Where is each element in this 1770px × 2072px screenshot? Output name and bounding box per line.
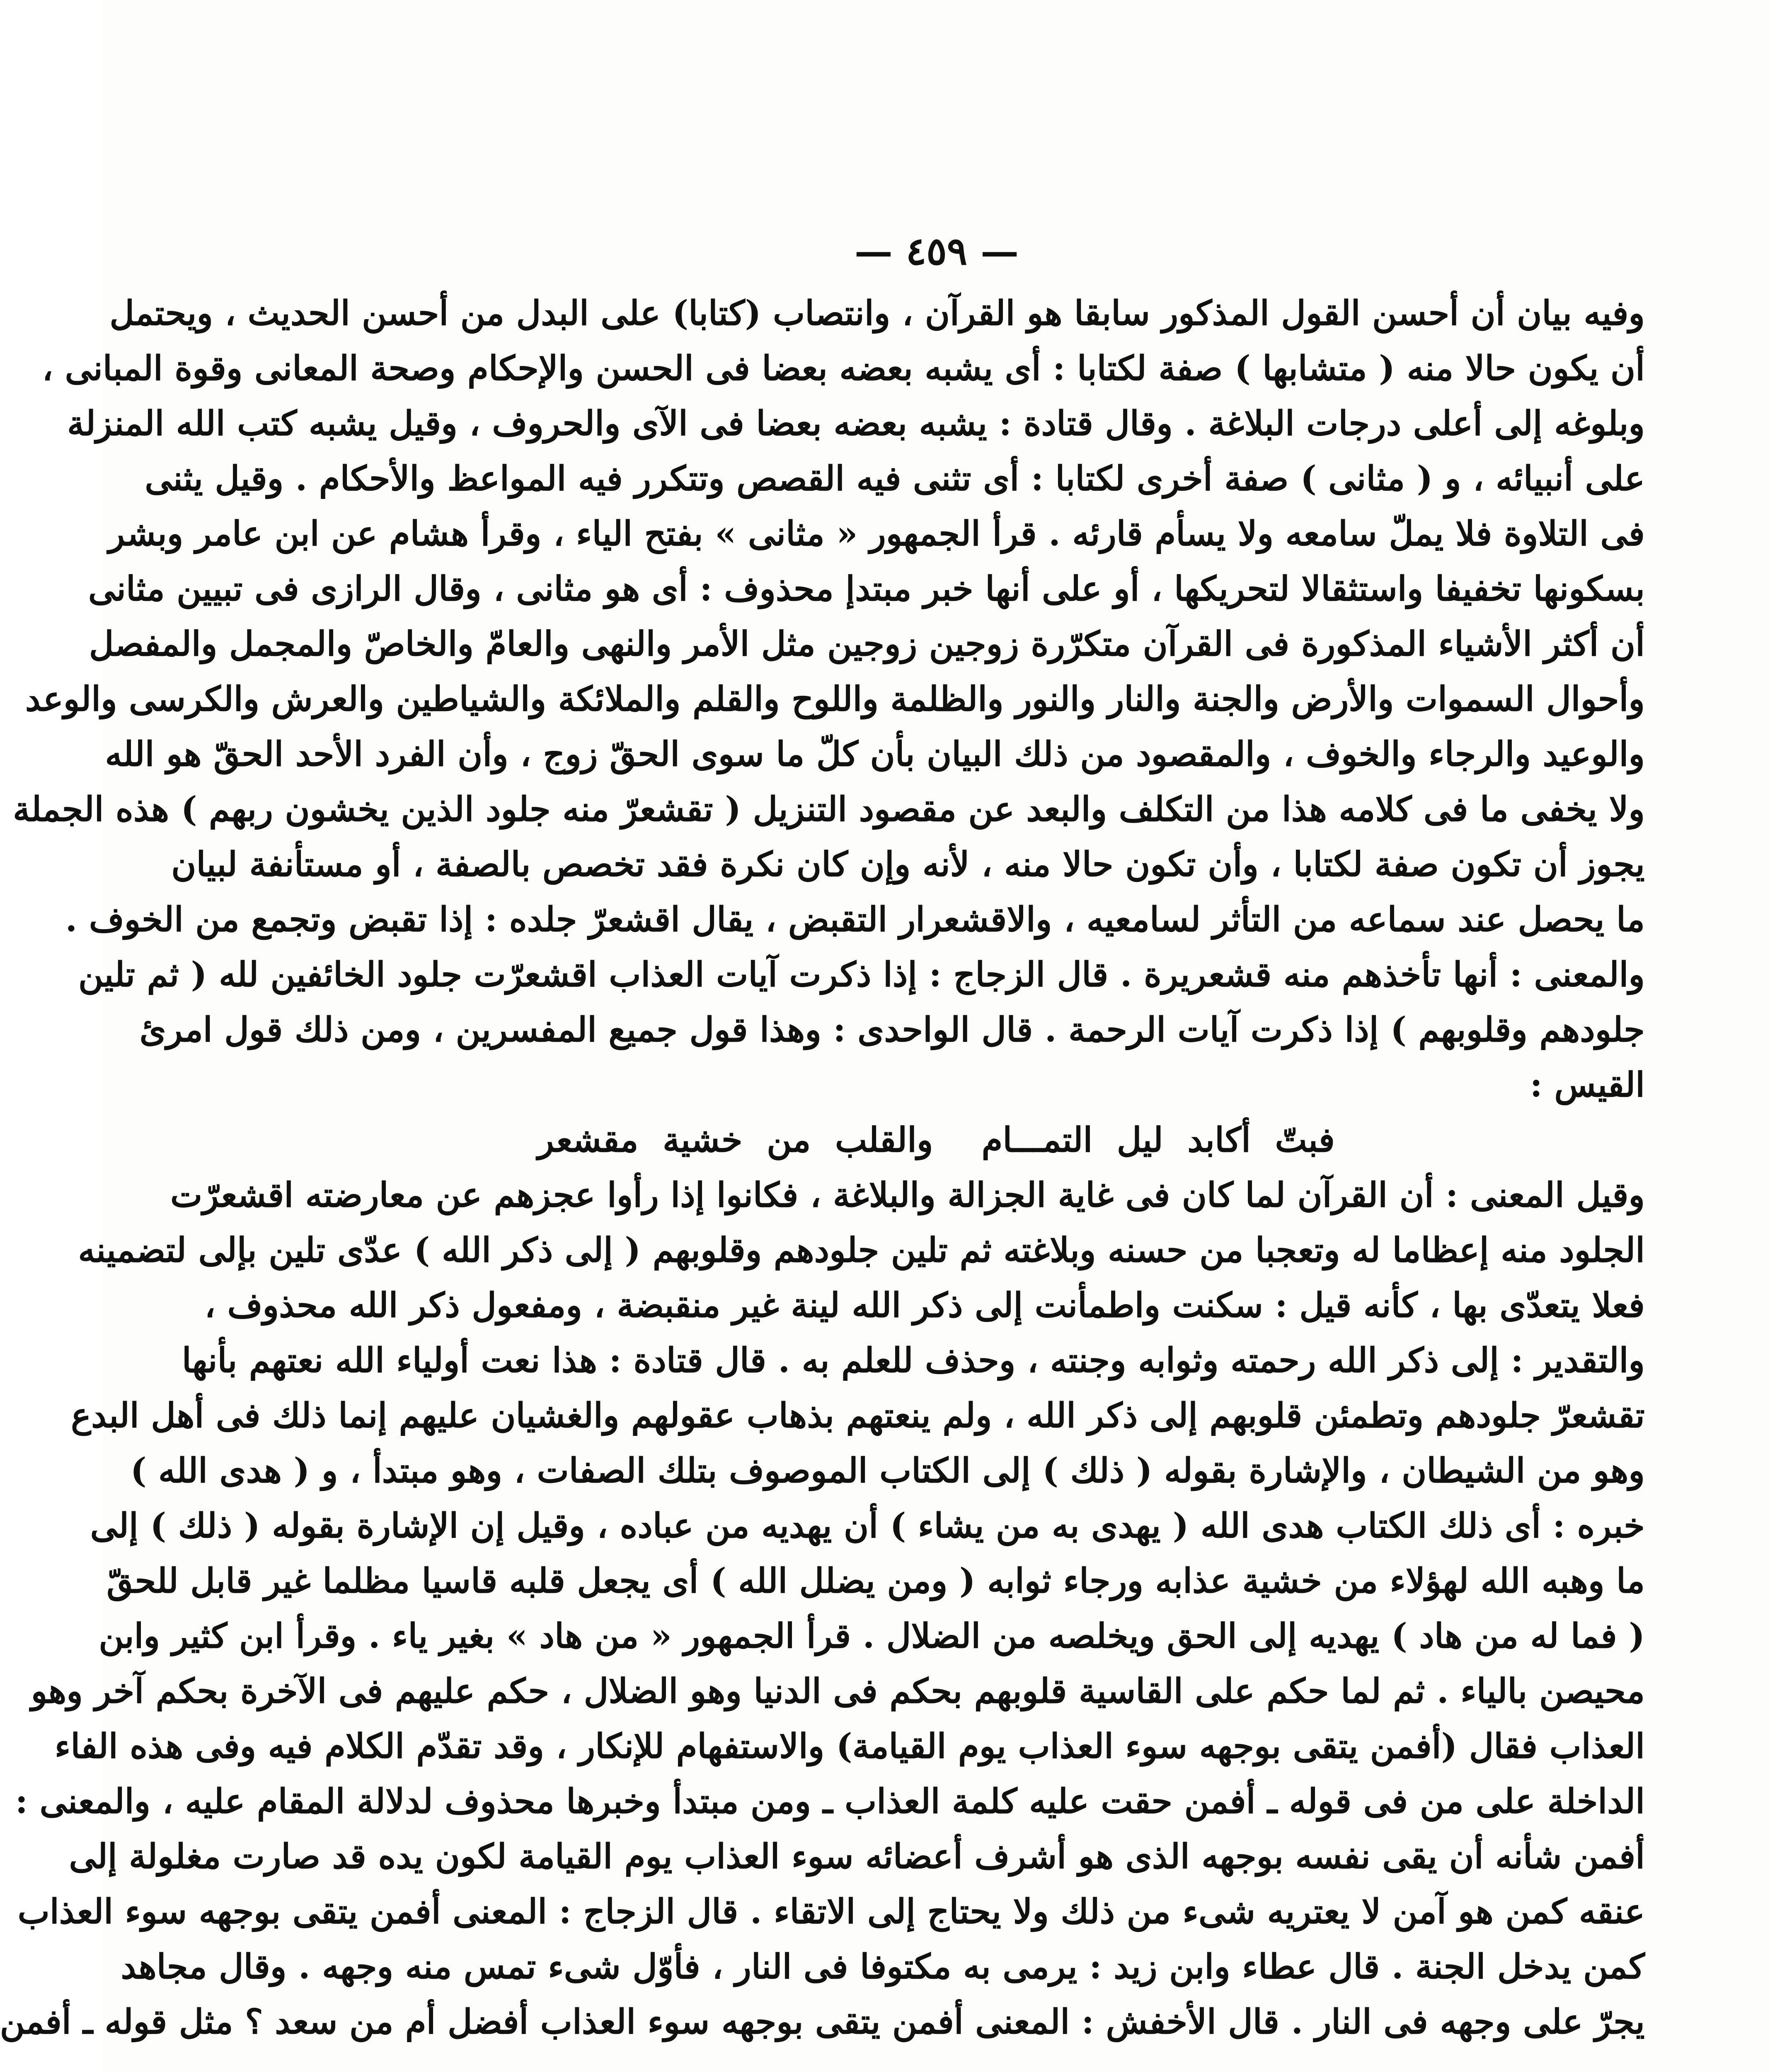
text-line: العذاب فقال (أفمن يتقى بوجهه سوء العذاب يوم القيامة) والاستفهام للإنكار ، وقد تقدّم الكلام فيه وفى هذه الفاء [54, 1726, 1645, 1766]
text-line: الداخلة على من فى قوله ـ أفمن حقت عليه كلمة العذاب ـ ومن مبتدأ وخبرها محذوف لدلالة المقام عليه ، والمعنى : [15, 1782, 1645, 1821]
poetry-verse: فبتّ أكابد ليل التمـــام ‏ والقلب من خشية مقشعر [538, 1120, 1335, 1160]
text-line: وأحوال السموات والأرض والجنة والنار والنور والظلمة واللوح والقلم والملائكة والشياطين والعرش والكرسى والوعد [25, 679, 1645, 719]
text-line: كمن يدخل الجنة . قال عطاء وابن زيد : يرمى به مكتوفا فى النار ، فأوّل شىء تمس منه وجهه . وقال مجاهد [121, 1947, 1645, 1987]
text-line: والتقدير : إلى ذكر الله رحمته وثوابه وجنته ، وحذف للعلم به . قال قتادة : هذا نعت أولياء الله نعتهم بأنها [182, 1341, 1645, 1380]
text-line: الجلود منه إعظاما له وتعجبا من حسنه وبلاغته ثم تلين جلودهم وقلوبهم ( إلى ذكر الله ) عدّى تلين بإلى لتضمينه [78, 1230, 1645, 1270]
text-line: وقيل المعنى : أن القرآن لما كان فى غاية الجزالة والبلاغة ، فكانوا إذا رأوا عجزهم عن معارضته اقشعرّت [170, 1175, 1645, 1215]
text-line: والمعنى : أنها تأخذهم منه قشعريرة . قال الزجاج : إذا ذكرت آيات العذاب اقشعرّت جلود الخائفين لله ( ثم تلين [78, 955, 1645, 995]
text-line: أفمن شأنه أن يقى نفسه بوجهه الذى هو أشرف أعضائه سوء العذاب يوم القيامة لكون يده قد صارت مغلولة إلى [69, 1837, 1645, 1876]
text-line: عنقه كمن هو آمن لا يعتريه شىء من ذلك ولا يحتاج إلى الاتقاء . قال الزجاج : المعنى أفمن يتقى بوجهه سوء العذاب [17, 1892, 1645, 1932]
text-line: ما وهبه الله لهؤلاء من خشية عذابه ورجاء ثوابه ( ومن يضلل الله ) أى يجعل قلبه قاسيا مظلما غير قابل للحقّ [107, 1561, 1645, 1601]
page-number: — ٤٥٩ — [854, 229, 1019, 274]
text-line: يجوز أن تكون صفة لكتابا ، وأن تكون حالا منه ، لأنه وإن كان نكرة فقد تخصص بالصفة ، أو مستأنفة لبيان [171, 845, 1645, 884]
text-line: ما يحصل عند سماعه من التأثر لسامعيه ، والاقشعرار التقبض ، يقال اقشعرّ جلده : إذا تقبض وتجمع من الخوف . [65, 900, 1645, 939]
text-line: وهو من الشيطان ، والإشارة بقوله ( ذلك ) إلى الكتاب الموصوف بتلك الصفات ، وهو مبتدأ ، و ( هدى الله ) [130, 1451, 1645, 1491]
text-line: فى التلاوة فلا يملّ سامعه ولا يسأم قارئه . قرأ الجمهور « مثانى » بفتح الياء ، وقرأ هشام عن ابن عامر وبشر [108, 514, 1645, 554]
text-line: والوعيد والرجاء والخوف ، والمقصود من ذلك البيان بأن كلّ ما سوى الحقّ زوج ، وأن الفرد الأحد الحقّ هو الله [105, 734, 1645, 774]
text-line: القيس : [1530, 1065, 1645, 1105]
text-line: جلودهم وقلوبهم ) إذا ذكرت آيات الرحمة . قال الواحدى : وهذا قول جميع المفسرين ، ومن ذلك قول امرئ [139, 1010, 1645, 1050]
text-line: أن أكثر الأشياء المذكورة فى القرآن متكرّرة زوجين زوجين مثل الأمر والنهى والعامّ والخاصّ والمجمل والمفصل [89, 624, 1645, 664]
text-line: على أنبيائه ، و ( مثانى ) صفة أخرى لكتابا : أى تثنى فيه القصص وتتكرر فيه المواعظ والأحكام . وقيل يثنى [145, 459, 1645, 499]
text-line: خبره : أى ذلك الكتاب هدى الله ( يهدى به من يشاء ) أن يهديه من عباده ، وقيل إن الإشارة بقوله ( ذلك ) إلى [90, 1506, 1645, 1546]
page-body-text [0, 286, 1645, 2050]
text-line: ولا يخفى ما فى كلامه هذا من التكلف والبعد عن مقصود التنزيل ( تقشعرّ منه جلود الذين يخشون ربهم ) هذه الجملة [13, 789, 1645, 829]
text-line: فعلا يتعدّى بها ، كأنه قيل : سكنت واطمأنت إلى ذكر الله لينة غير منقبضة ، ومفعول ذكر الله محذوف ، [204, 1285, 1645, 1325]
text-line: وفيه بيان أن أحسن القول المذكور سابقا هو القرآن ، وانتصاب (كتابا) على البدل من أحسن الحديث ، ويحتمل [109, 293, 1645, 333]
text-line: ( فما له من هاد ) يهديه إلى الحق ويخلصه من الضلال . قرأ الجمهور « من هاد » بغير ياء . وقرأ ابن كثير وابن [99, 1616, 1645, 1656]
text-line: تقشعرّ جلودهم وتطمئن قلوبهم إلى ذكر الله ، ولم ينعتهم بذهاب عقولهم والغشيان عليهم إنما ذلك فى أهل البدع [71, 1396, 1645, 1435]
text-line: يجرّ على وجهه فى النار . قال الأخفش : المعنى أفمن يتقى بوجهه سوء العذاب أفضل أم من سعد ؟ مثل قوله ـ أفمن [0, 2002, 1645, 2042]
text-line: وبلوغه إلى أعلى درجات البلاغة . وقال قتادة : يشبه بعضه بعضا فى الآى والحروف ، وقيل يشبه كتب الله المنزلة [67, 404, 1645, 443]
text-line: بسكونها تخفيفا واستثقالا لتحريكها ، أو على أنها خبر مبتدإ محذوف : أى هو مثانى ، وقال الرازى فى تبيين مثانى [88, 569, 1645, 609]
text-line: محيصن بالياء . ثم لما حكم على القاسية قلوبهم بحكم فى الدنيا وهو الضلال ، حكم عليهم فى الآخرة بحكم آخر وهو [31, 1671, 1645, 1711]
text-line: أن يكون حالا منه ( متشابها ) صفة لكتابا : أى يشبه بعضه بعضا فى الحسن والإحكام وصحة المعانى وقوة المبانى ، [42, 349, 1645, 388]
